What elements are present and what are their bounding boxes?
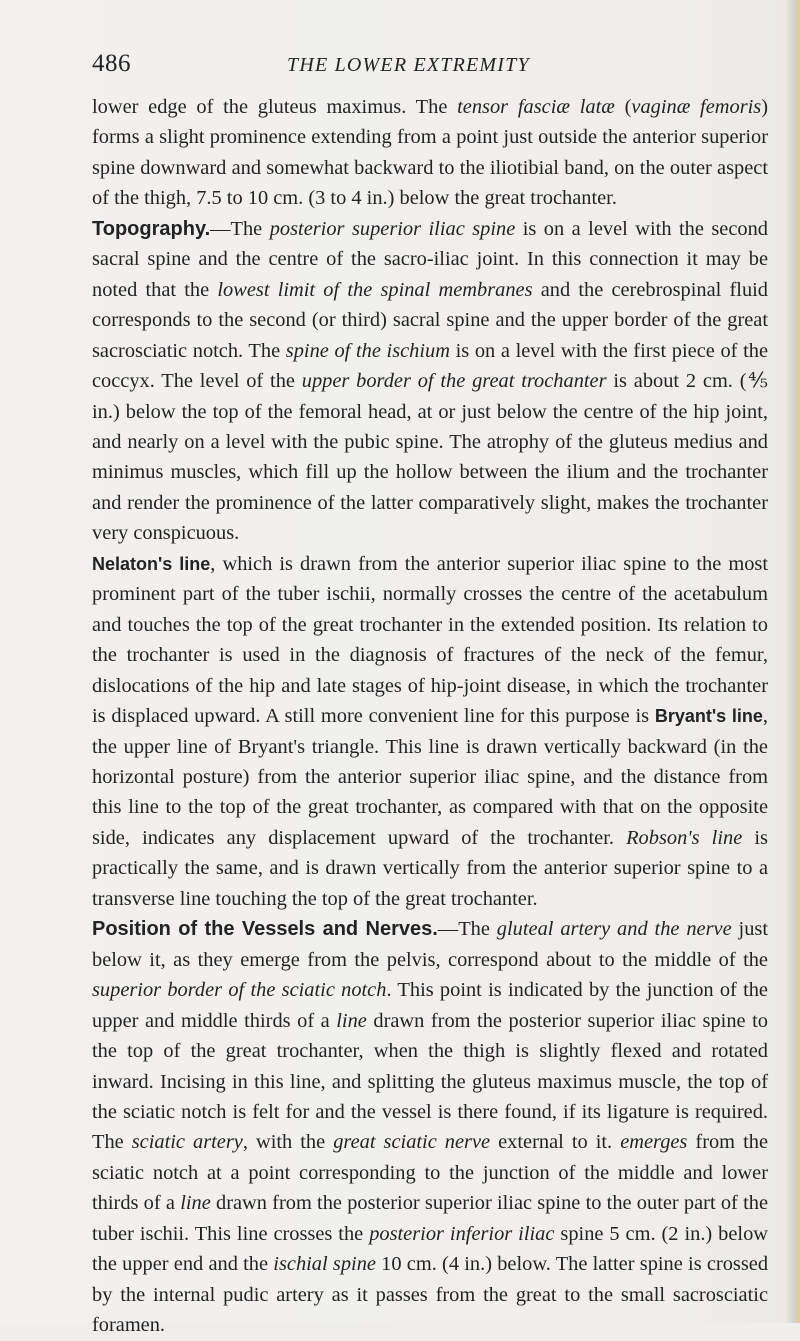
italic-term: tensor fasciæ latæ bbox=[457, 96, 615, 118]
text-run: , which is drawn from the anterior superior iliac spine to the most prominent part of the tuber ischii, normally crosses the centre of the acetabulum and touches the top of the great trochanter in the extended position. Its relation to the trochanter is used in the diagnosis of fractures of the neck of the femur, dislocations of the hip and late stages of hip-joint disease, in which the trochanter is displaced upward. A still more convenient line for this purpose is bbox=[92, 552, 768, 728]
running-title: THE LOWER EXTREMITY bbox=[287, 54, 530, 76]
italic-term: posterior inferior iliac bbox=[369, 1222, 555, 1245]
text-run: —The bbox=[437, 918, 497, 941]
italic-term: emerges bbox=[620, 1131, 688, 1154]
section-heading-vessels: Position of the Vessels and Nerves. bbox=[92, 918, 438, 941]
italic-term: superior border of the sciatic notch bbox=[92, 979, 387, 1002]
bold-term-bryant: Bryant's line bbox=[654, 706, 763, 727]
italic-term: lowest limit of the spinal membranes bbox=[217, 278, 533, 301]
italic-term: line bbox=[336, 1009, 367, 1032]
italic-term: ischial spine bbox=[273, 1253, 376, 1276]
italic-term: upper border of the great trochanter bbox=[301, 370, 607, 393]
text-run: . This point is indicated by the junction of the upper and middle thirds of a bbox=[92, 979, 768, 1032]
page-header bbox=[92, 50, 772, 90]
text-run: is on a level with the first piece of the coccyx. The level of the bbox=[92, 339, 768, 393]
text-run: 10 cm. (4 in.) below. The latter spine is crossed by the internal pudic artery as it passes from the great to the small sacrosciatic foramen. bbox=[92, 1253, 769, 1337]
text-run: from the sciatic notch at a point corresponding to the junction of the middle and lower thirds of a bbox=[92, 1131, 768, 1215]
text-run: ( bbox=[614, 96, 632, 118]
text-run: —The bbox=[210, 217, 270, 240]
italic-term: line bbox=[180, 1192, 211, 1215]
bold-term-nelaton: Nelaton's line bbox=[92, 553, 211, 574]
text-run: and the cerebrospinal fluid corresponds to the second (or third) sacral spine and the upper border of the great sacrosciatic notch. The bbox=[92, 278, 768, 362]
page-number: 486 bbox=[92, 50, 131, 77]
text-run: lower edge of the gluteus maximus. The bbox=[92, 96, 458, 118]
text-run: , the upper line of Bryant's triangle. This line is drawn vertically backward (in the horizontal posture) from the anterior superior iliac spine, and the distance from this line to the top of the great trochanter, as compared with that on the opposite side, indicates any displacement upward of the trochanter. bbox=[92, 705, 768, 849]
text-run: drawn from the posterior superior iliac spine to the outer part of the tuber ischii. This line crosses the bbox=[92, 1192, 768, 1245]
text-run: just below it, as they emerge from the pelvis, correspond about to the middle of the bbox=[92, 918, 768, 971]
section-heading-topography: Topography. bbox=[92, 217, 211, 240]
italic-term: posterior superior iliac spine bbox=[269, 217, 516, 240]
paragraph-continuation bbox=[92, 92, 768, 214]
italic-term: sciatic artery bbox=[131, 1131, 243, 1154]
text-run: is on a level with the second sacral spine and the centre of the sacro-iliac joint. In this connection it may be noted that the bbox=[92, 217, 768, 301]
italic-term: vaginæ femoris bbox=[631, 96, 762, 118]
italic-term: gluteal artery and the nerve bbox=[496, 918, 732, 941]
page-edge-shadow bbox=[786, 0, 800, 1323]
text-run: external to it. bbox=[490, 1131, 621, 1154]
paragraph-vessels-nerves bbox=[92, 914, 768, 1340]
text-run: is practically the same, and is drawn vertically from the anterior superior spine to a transverse line touching the top of the great trochanter. bbox=[92, 826, 768, 910]
paragraph-topography bbox=[92, 214, 768, 549]
text-run: , with the bbox=[242, 1131, 334, 1154]
text-run: drawn from the posterior superior iliac spine to the top of the great trochanter, when the thigh is slightly flexed and rotated inward. Incising in this line, and splitting the gluteus maximus muscle, the top of the sciatic notch is felt for and the vessel is there found, if its ligature is required. The bbox=[92, 1009, 768, 1154]
italic-term: Robson's line bbox=[626, 826, 743, 849]
text-run: is about 2 cm. (⅘ in.) below the top of the femoral head, at or just below the centre of the hip joint, and nearly on a level with the pubic spine. The atrophy of the gluteus medius and minimus muscles, which fill up the hollow between the ilium and the trochanter and render the prominence of the latter comparatively slight, makes the trochanter very conspicuous. bbox=[92, 370, 768, 545]
italic-term: great sciatic nerve bbox=[333, 1131, 491, 1154]
italic-term: spine of the ischium bbox=[285, 339, 450, 362]
body-text bbox=[92, 92, 768, 1341]
text-run: ) forms a slight prominence extending from a point just outside the anterior superior spine downward and somewhat backward to the iliotibial band, on the outer aspect of the thigh, 7.5 to 10 cm. (3 to 4 in.) below the great trochanter. bbox=[92, 96, 769, 210]
text-run: spine 5 cm. (2 in.) below the upper end and the bbox=[92, 1222, 768, 1276]
paragraph-nelaton-line bbox=[92, 549, 768, 914]
